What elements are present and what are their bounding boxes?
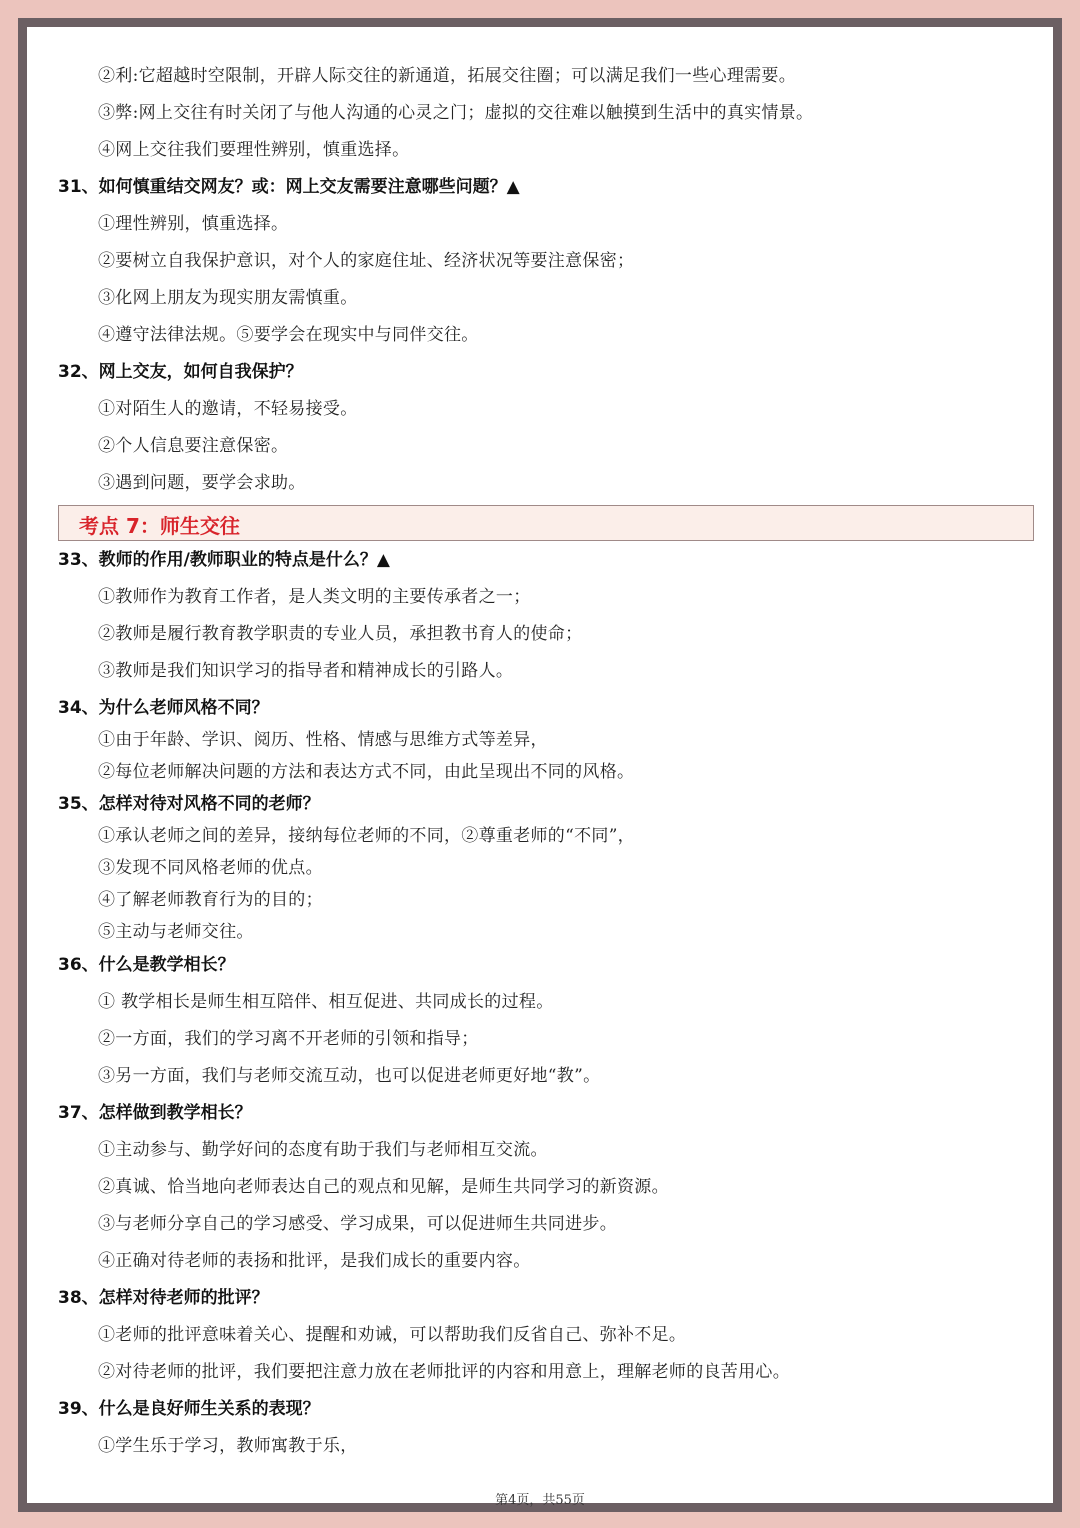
answer-line: ②教师是履行教育教学职责的专业人员，承担教书育人的使命； [98, 624, 583, 644]
section-header [58, 505, 1034, 541]
answer-line: ①主动参与、勤学好问的态度有助于我们与老师相互交流。 [98, 1140, 548, 1160]
question-title: 31、如何慎重结交网友？或：网上交友需要注意哪些问题？▲ [58, 177, 520, 197]
answer-line: ②对待老师的批评，我们要把注意力放在老师批评的内容和用意上，理解老师的良苦用心。 [98, 1362, 790, 1382]
answer-line: ④正确对待老师的表扬和批评，是我们成长的重要内容。 [98, 1251, 531, 1271]
answer-line: ②一方面，我们的学习离不开老师的引领和指导； [98, 1029, 479, 1049]
answer-line: ③化网上朋友为现实朋友需慎重。 [98, 288, 358, 308]
answer-line: ④了解老师教育行为的目的； [98, 890, 323, 910]
question-title: 33、教师的作用/教师职业的特点是什么？▲ [58, 550, 390, 570]
answer-line: ① 教学相长是师生相互陪伴、相互促进、共同成长的过程。 [98, 992, 554, 1012]
answer-line: ①理性辨别，慎重选择。 [98, 214, 289, 234]
text-line: ④网上交往我们要理性辨别，慎重选择。 [98, 140, 410, 160]
answer-line: ⑤主动与老师交往。 [98, 922, 254, 942]
text-line: ③弊:网上交往有时关闭了与他人沟通的心灵之门；虚拟的交往难以触摸到生活中的真实情景。 [98, 103, 814, 123]
answer-line: ②每位老师解决问题的方法和表达方式不同，由此呈现出不同的风格。 [98, 762, 635, 782]
answer-line: ④遵守法律法规。⑤要学会在现实中与同伴交往。 [98, 325, 479, 345]
answer-line: ①承认老师之间的差异，接纳每位老师的不同，②尊重老师的“不同”， [98, 826, 635, 846]
answer-line: ①教师作为教育工作者，是人类文明的主要传承者之一； [98, 587, 531, 607]
answer-line: ③发现不同风格老师的优点。 [98, 858, 323, 878]
question-title: 38、怎样对待老师的批评？ [58, 1288, 269, 1308]
answer-line: ②真诚、恰当地向老师表达自己的观点和见解，是师生共同学习的新资源。 [98, 1177, 669, 1197]
question-title: 39、什么是良好师生关系的表现？ [58, 1399, 320, 1419]
answer-line: ③遇到问题，要学会求助。 [98, 473, 306, 493]
question-title: 32、网上交友，如何自我保护？ [58, 362, 303, 382]
text-line: ②利:它超越时空限制，开辟人际交往的新通道，拓展交往圈；可以满足我们一些心理需要。 [98, 66, 797, 86]
answer-line: ①老师的批评意味着关心、提醒和劝诫，可以帮助我们反省自己、弥补不足。 [98, 1325, 687, 1345]
page-number: 第4页，共55页 [495, 1493, 585, 1508]
section-title: 考点 7：师生交往 [79, 514, 240, 538]
answer-line: ①学生乐于学习，教师寓教于乐， [98, 1436, 358, 1456]
question-title: 36、什么是教学相长？ [58, 955, 235, 975]
answer-line: ③另一方面，我们与老师交流互动，也可以促进老师更好地“教”。 [98, 1066, 601, 1086]
question-title: 35、怎样对待对风格不同的老师？ [58, 794, 320, 814]
question-title: 37、怎样做到教学相长？ [58, 1103, 252, 1123]
question-title: 34、为什么老师风格不同？ [58, 698, 269, 718]
answer-line: ①对陌生人的邀请，不轻易接受。 [98, 399, 358, 419]
answer-line: ①由于年龄、学识、阅历、性格、情感与思维方式等差异， [98, 730, 548, 750]
answer-line: ②要树立自我保护意识，对个人的家庭住址、经济状况等要注意保密； [98, 251, 635, 271]
answer-line: ③教师是我们知识学习的指导者和精神成长的引路人。 [98, 661, 514, 681]
page-frame [18, 18, 1062, 1512]
answer-line: ②个人信息要注意保密。 [98, 436, 289, 456]
page-content [27, 27, 1053, 1508]
answer-line: ③与老师分享自己的学习感受、学习成果，可以促进师生共同进步。 [98, 1214, 617, 1234]
